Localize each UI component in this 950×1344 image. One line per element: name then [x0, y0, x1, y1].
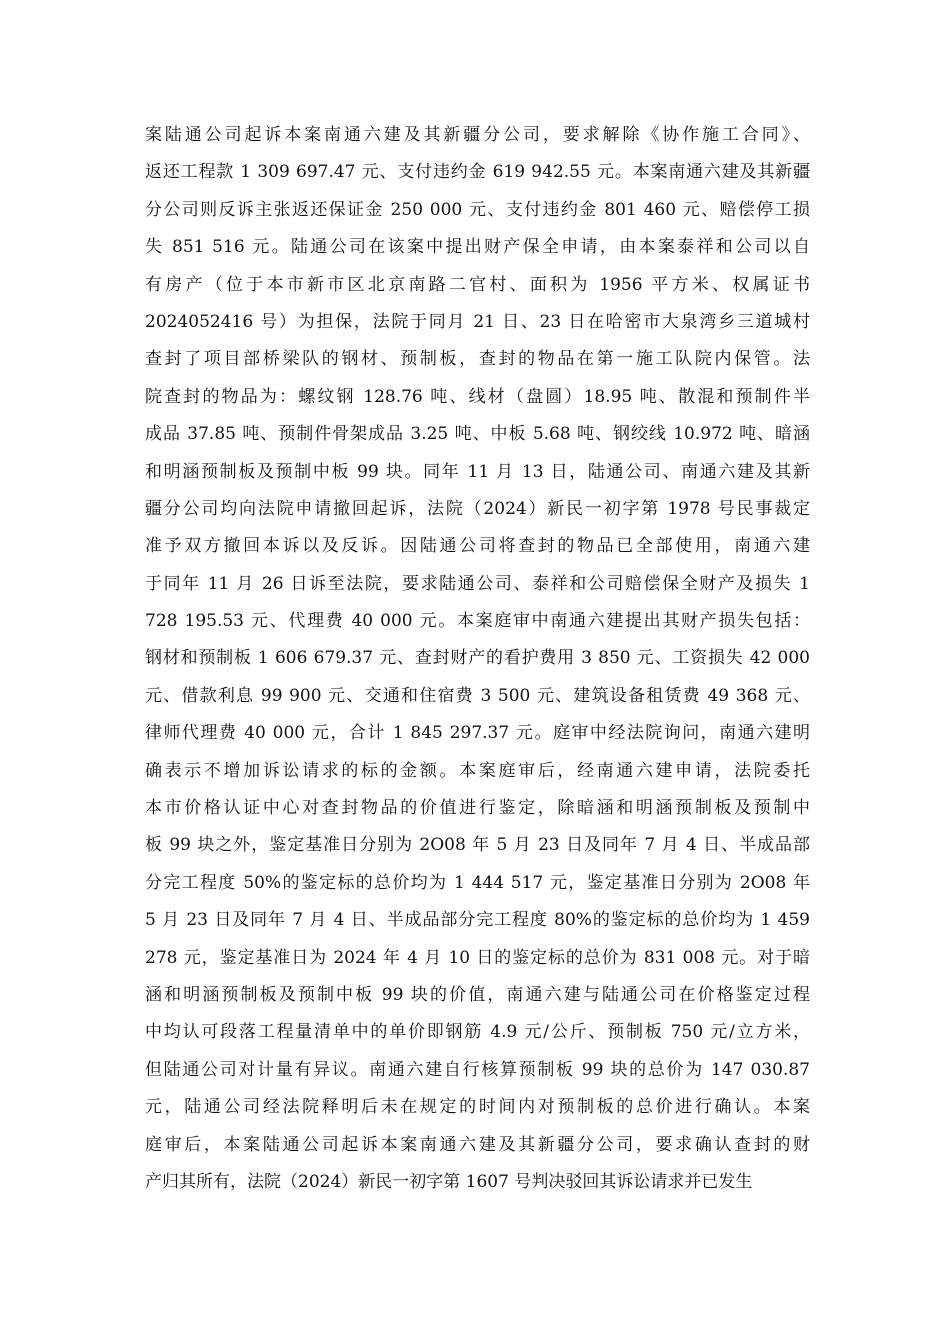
- text-line: 律师代理费 40 000 元，合计 1 845 297.37 元。庭审中经法院询问，南通六建明: [145, 723, 810, 744]
- body-paragraph: [145, 117, 810, 1201]
- text-line: 返还工程款 1 309 697.47 元、支付违约金 619 942.55 元。本案南通六建及其新疆: [145, 162, 810, 183]
- text-line: 板 99 块之外，鉴定基准日分别为 2O08 年 5 月 23 日及同年 7 月 4 日、半成品部: [145, 835, 810, 856]
- text-line: 2024052416 号）为担保，法院于同月 21 日、23 日在哈密市大泉湾乡三道城村: [145, 311, 810, 332]
- text-line: 失 851 516 元。陆通公司在该案中提出财产保全申请，由本案泰祥和公司以自: [145, 237, 810, 258]
- text-line: 元，陆通公司经法院释明后未在规定的时间内对预制板的总价进行确认。本案: [145, 1097, 810, 1118]
- text-line: 本市价格认证中心对查封物品的价值进行鉴定，除暗涵和明涵预制板及预制中: [145, 798, 810, 819]
- text-line: 钢材和预制板 1 606 679.37 元、查封财产的看护费用 3 850 元、工资损失 42 000: [145, 648, 810, 669]
- text-line: 成品 37.85 吨、预制件骨架成品 3.25 吨、中板 5.68 吨、钢绞线 10.972 吨、暗涵: [145, 424, 810, 445]
- text-line: 和明涵预制板及预制中板 99 块。同年 11 月 13 日，陆通公司、南通六建及其新: [145, 461, 810, 482]
- text-line: 疆分公司均向法院申请撤回起诉，法院（2024）新民一初字第 1978 号民事裁定: [145, 498, 810, 519]
- text-line: 查封了项目部桥梁队的钢材、预制板，查封的物品在第一施工队院内保管。法: [145, 349, 810, 370]
- text-line: 确表示不增加诉讼请求的标的金额。本案庭审后，经南通六建申请，法院委托: [145, 760, 810, 781]
- text-line: 分公司则反诉主张返还保证金 250 000 元、支付违约金 801 460 元、赔偿停工损: [145, 199, 810, 220]
- text-line: 5 月 23 日及同年 7 月 4 日、半成品部分完工程度 80%的鉴定标的总价均为 1 459: [145, 910, 810, 931]
- text-line: 728 195.53 元、代理费 40 000 元。本案庭审中南通六建提出其财产损失包括：: [145, 611, 810, 632]
- text-line: 案陆通公司起诉本案南通六建及其新疆分公司，要求解除《协作施工合同》、: [145, 125, 810, 145]
- text-line: 元、借款利息 99 900 元、交通和住宿费 3 500 元、建筑设备租赁费 49 368 元、: [145, 685, 810, 706]
- text-line: 278 元，鉴定基准日为 2024 年 4 月 10 日的鉴定标的总价为 831 008 元。对于暗: [145, 947, 810, 968]
- text-line: 于同年 11 月 26 日诉至法院，要求陆通公司、泰祥和公司赔偿保全财产及损失 1: [145, 573, 810, 594]
- text-line: 但陆通公司对计量有异议。南通六建自行核算预制板 99 块的总价为 147 030.87: [145, 1059, 810, 1080]
- text-line: 涵和明涵预制板及预制中板 99 块的价值，南通六建与陆通公司在价格鉴定过程: [145, 984, 810, 1005]
- text-line: 产归其所有，法院（2024）新民一初字第 1607 号判决驳回其诉讼请求并已发生: [145, 1171, 753, 1192]
- text-line: 院查封的物品为：螺纹钢 128.76 吨、线材（盘圆）18.95 吨、散混和预制件半: [145, 386, 810, 407]
- text-line: 中均认可段落工程量清单中的单价即钢筋 4.9 元/公斤、预制板 750 元/立方米，: [145, 1022, 810, 1043]
- text-line: 庭审后，本案陆通公司起诉本案南通六建及其新疆分公司，要求确认查封的财: [145, 1134, 810, 1155]
- text-line: 准予双方撤回本诉以及反诉。因陆通公司将查封的物品已全部使用，南通六建: [145, 536, 810, 557]
- text-line: 分完工程度 50%的鉴定标的总价均为 1 444 517 元，鉴定基准日分别为 2O08 年: [145, 872, 810, 893]
- text-line: 有房产（位于本市新市区北京南路二官村、面积为 1956 平方米、权属证书: [145, 274, 810, 295]
